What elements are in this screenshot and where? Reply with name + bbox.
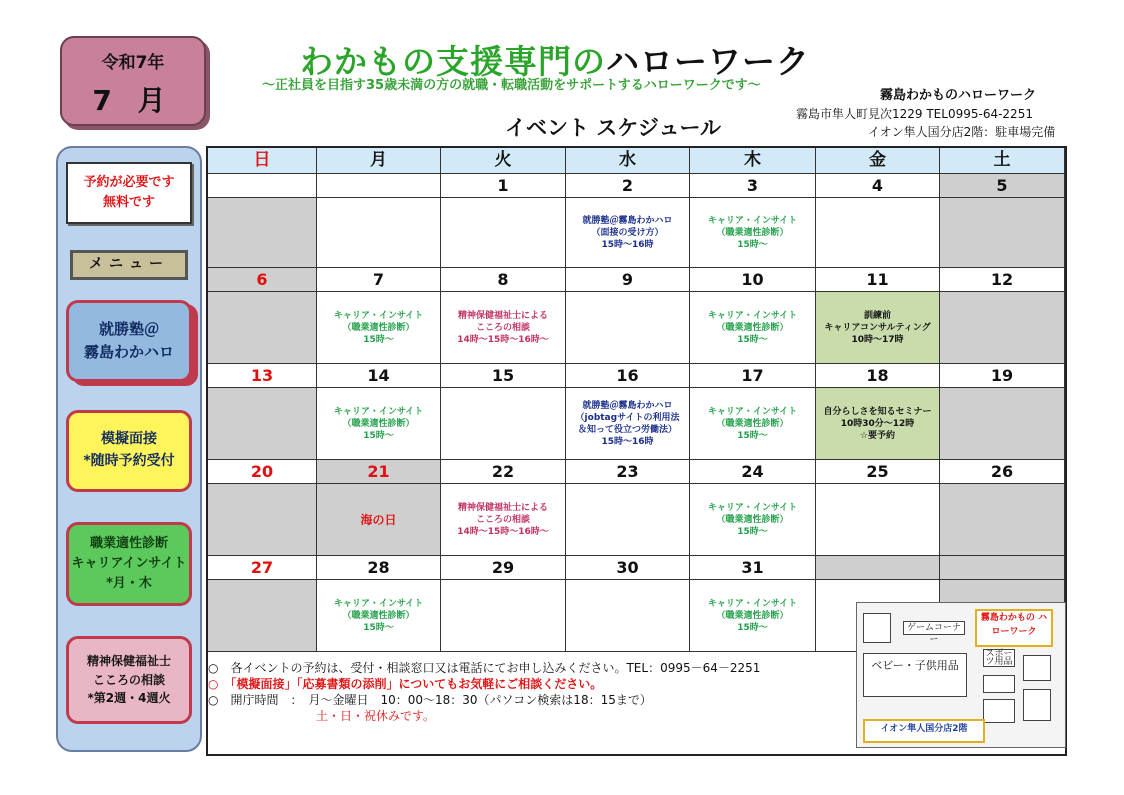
- event-line: 15時～16時: [601, 436, 654, 447]
- event-line: （職業適性診断）: [716, 322, 789, 333]
- event-cell: [690, 484, 816, 556]
- event-cell: [317, 388, 441, 460]
- event-cell: [317, 580, 441, 652]
- event-line: 15時～: [363, 622, 394, 633]
- event-cell: [940, 198, 1065, 268]
- menu-card-shukatsu: [66, 300, 192, 382]
- menu-card-line: 模擬面接: [100, 431, 157, 448]
- event-cell: [317, 484, 441, 556]
- event-line: （職業適性診断）: [716, 514, 789, 525]
- event-line: キャリア・インサイト: [333, 598, 424, 609]
- event-cell: [940, 484, 1065, 556]
- day-number: [317, 174, 441, 198]
- event-line: キャリア・インサイト: [707, 502, 798, 513]
- event-cell: [816, 292, 940, 364]
- note-consult: ○ 「模擬面接」「応募書類の添削」についてもお気軽にご相談ください。: [208, 677, 603, 691]
- menu-card-line: *第2週・4週火: [87, 691, 171, 706]
- event-line: （職業適性診断）: [342, 418, 415, 429]
- day-number: 26: [940, 460, 1065, 484]
- event-cell: [441, 388, 566, 460]
- day-number: 28: [317, 556, 441, 580]
- event-cell: [441, 484, 566, 556]
- event-cell: [816, 198, 940, 268]
- map-target-label: 霧島わかもの ハローワーク: [975, 609, 1053, 647]
- event-line: 精神保健福祉士による: [457, 502, 548, 513]
- day-number: 27: [208, 556, 317, 580]
- menu-card-aptitude: [66, 522, 192, 606]
- day-number: 11: [816, 268, 940, 292]
- event-line: ☆要予約: [859, 430, 896, 441]
- event-cell: [208, 580, 317, 652]
- map-block: [983, 675, 1015, 693]
- event-line: （職業適性診断）: [716, 227, 789, 238]
- day-number: 12: [940, 268, 1065, 292]
- event-line: 自分らしさを知るセミナー: [823, 406, 932, 417]
- event-cell: [566, 580, 690, 652]
- note-closed: 土・日・祝休みです。: [316, 709, 436, 723]
- day-number: 31: [690, 556, 816, 580]
- weekday-header: 金: [816, 148, 940, 174]
- map-sports: スポーツ用品: [983, 649, 1015, 667]
- event-cell: [690, 580, 816, 652]
- event-cell: [690, 292, 816, 364]
- event-cell: [816, 388, 940, 460]
- day-number: 4: [816, 174, 940, 198]
- day-number: 2: [566, 174, 690, 198]
- event-cell: [940, 388, 1065, 460]
- title-black-part: ハローワーク: [606, 42, 810, 81]
- weekday-header: 水: [566, 148, 690, 174]
- month-badge: [60, 36, 206, 126]
- event-line: 海の日: [360, 512, 397, 527]
- event-cell: [441, 292, 566, 364]
- event-line: 14時～15時～16時～: [457, 334, 549, 345]
- day-number: 5: [940, 174, 1065, 198]
- event-line: キャリア・インサイト: [333, 406, 424, 417]
- event-cell: [566, 388, 690, 460]
- weekday-header: 土: [940, 148, 1065, 174]
- event-cell: [208, 484, 317, 556]
- menu-card-mock-interview: [66, 410, 192, 492]
- day-number: 23: [566, 460, 690, 484]
- day-number: [816, 556, 940, 580]
- day-number: 19: [940, 364, 1065, 388]
- weekday-header: 火: [441, 148, 566, 174]
- event-line: （職業適性診断）: [716, 610, 789, 621]
- menu-card-line: 精神保健福祉士: [86, 654, 171, 669]
- notes: [208, 660, 848, 754]
- weekday-header: 木: [690, 148, 816, 174]
- map-block: [1023, 689, 1051, 721]
- event-line: 訓練前: [863, 310, 891, 321]
- weekday-header: 日: [208, 148, 317, 174]
- event-line: 15時～: [737, 430, 768, 441]
- event-line: 就勝塾＠霧島わかハロ: [582, 215, 673, 226]
- reserve-note-line2: 無料です: [102, 195, 155, 210]
- reserve-note: [66, 162, 192, 224]
- event-line: こころの相談: [475, 322, 530, 333]
- menu-label: メニュー: [70, 250, 188, 280]
- day-number: 22: [441, 460, 566, 484]
- day-number: 20: [208, 460, 317, 484]
- map-game-corner: ゲームコーナー: [903, 621, 965, 635]
- title-green-part: わかもの支援専門の: [300, 42, 606, 81]
- event-cell: [566, 484, 690, 556]
- event-line: （職業適性診断）: [716, 418, 789, 429]
- event-cell: [208, 388, 317, 460]
- event-line: キャリアコンサルティング: [824, 322, 931, 333]
- menu-card-counseling: [66, 636, 192, 724]
- event-line: キャリア・インサイト: [333, 310, 424, 321]
- event-line: 14時～15時～16時～: [457, 526, 549, 537]
- event-cell: [566, 292, 690, 364]
- note-hours: ○ 開庁時間 ： 月～金曜日 10：00～18：30（パソコン検索は18：15まで）: [208, 693, 652, 707]
- month-label: 7 月: [92, 84, 174, 117]
- event-cell: [208, 198, 317, 268]
- menu-card-line: *随時予約受付: [83, 453, 175, 469]
- event-cell: [317, 292, 441, 364]
- day-number: 14: [317, 364, 441, 388]
- event-line: 15時～: [363, 334, 394, 345]
- map-caption: イオン隼人国分店2階: [863, 719, 985, 743]
- event-cell: [208, 292, 317, 364]
- event-cell: [816, 484, 940, 556]
- day-number: 25: [816, 460, 940, 484]
- event-line: 10時～17時: [851, 334, 904, 345]
- event-line: 精神保健福祉士による: [457, 310, 548, 321]
- era-label: 令和7年: [101, 53, 165, 73]
- event-line: キャリア・インサイト: [707, 406, 798, 417]
- event-cell: [441, 580, 566, 652]
- day-number: 30: [566, 556, 690, 580]
- day-number: 24: [690, 460, 816, 484]
- menu-card-line: 職業適性診断: [89, 535, 168, 551]
- day-number: 17: [690, 364, 816, 388]
- office-location: イオン隼人国分店2階：駐車場完備: [868, 125, 1056, 139]
- map-baby-area: ベビー・子供用品: [863, 653, 967, 697]
- event-line: （面接の受け方）: [591, 227, 664, 238]
- event-line: 15時～: [737, 622, 768, 633]
- event-line: ＆知って役立つ労働法）: [577, 424, 677, 435]
- floor-map: [856, 602, 1066, 748]
- day-number: 15: [441, 364, 566, 388]
- menu-card-line: 就勝塾＠: [98, 319, 159, 338]
- subtitle: ～正社員を目指す35歳未満の方の就職・転職活動をサポートするハローワークです～: [262, 78, 761, 93]
- event-line: （jobtagサイトの利用法: [575, 412, 680, 423]
- day-number: 8: [441, 268, 566, 292]
- map-block: [983, 699, 1015, 723]
- day-number: 3: [690, 174, 816, 198]
- schedule-title: イベント スケジュール: [505, 116, 722, 140]
- event-line: キャリア・インサイト: [707, 598, 798, 609]
- event-cell: [441, 198, 566, 268]
- office-address: 霧島市隼人町見次1229 TEL0995-64-2251: [796, 107, 1033, 121]
- day-number: [208, 174, 317, 198]
- menu-card-line: こころの相談: [92, 672, 165, 687]
- event-cell: [690, 198, 816, 268]
- event-line: 15時～: [737, 239, 768, 250]
- day-number: 6: [208, 268, 317, 292]
- sidebar: [56, 146, 202, 752]
- event-line: 10時30分～12時: [840, 418, 915, 429]
- event-line: 15時～: [737, 334, 768, 345]
- event-line: 15時～: [363, 430, 394, 441]
- menu-card-line: キャリアインサイト: [71, 555, 187, 571]
- event-line: 就勝塾＠霧島わかハロ: [582, 400, 673, 411]
- menu-card-line: 霧島わかハロ: [83, 343, 174, 361]
- event-cell: [690, 388, 816, 460]
- event-line: 15時～16時: [601, 239, 654, 250]
- day-number: 1: [441, 174, 566, 198]
- day-number: 29: [441, 556, 566, 580]
- event-line: 15時～: [737, 526, 768, 537]
- reserve-note-line1: 予約が必要です: [83, 174, 175, 190]
- map-block: [1023, 655, 1051, 681]
- day-number: 10: [690, 268, 816, 292]
- map-block: [863, 613, 891, 643]
- office-name: 霧島わかものハローワーク: [880, 88, 1037, 103]
- day-number: 7: [317, 268, 441, 292]
- event-cell: [566, 198, 690, 268]
- event-line: こころの相談: [475, 514, 530, 525]
- day-number: 21: [317, 460, 441, 484]
- note-reservation: ○ 各イベントの予約は、受付・相談窓口又は電話にてお申し込みください。TEL：0995－64－2251: [208, 661, 761, 675]
- day-number: 13: [208, 364, 317, 388]
- day-number: 9: [566, 268, 690, 292]
- day-number: 16: [566, 364, 690, 388]
- event-cell: [940, 292, 1065, 364]
- event-line: キャリア・インサイト: [707, 310, 798, 321]
- menu-card-line: *月・木: [106, 576, 152, 592]
- event-cell: [317, 198, 441, 268]
- event-line: キャリア・インサイト: [707, 215, 798, 226]
- event-line: （職業適性診断）: [342, 322, 415, 333]
- event-line: （職業適性診断）: [342, 610, 415, 621]
- day-number: 18: [816, 364, 940, 388]
- weekday-header: 月: [317, 148, 441, 174]
- day-number: [940, 556, 1065, 580]
